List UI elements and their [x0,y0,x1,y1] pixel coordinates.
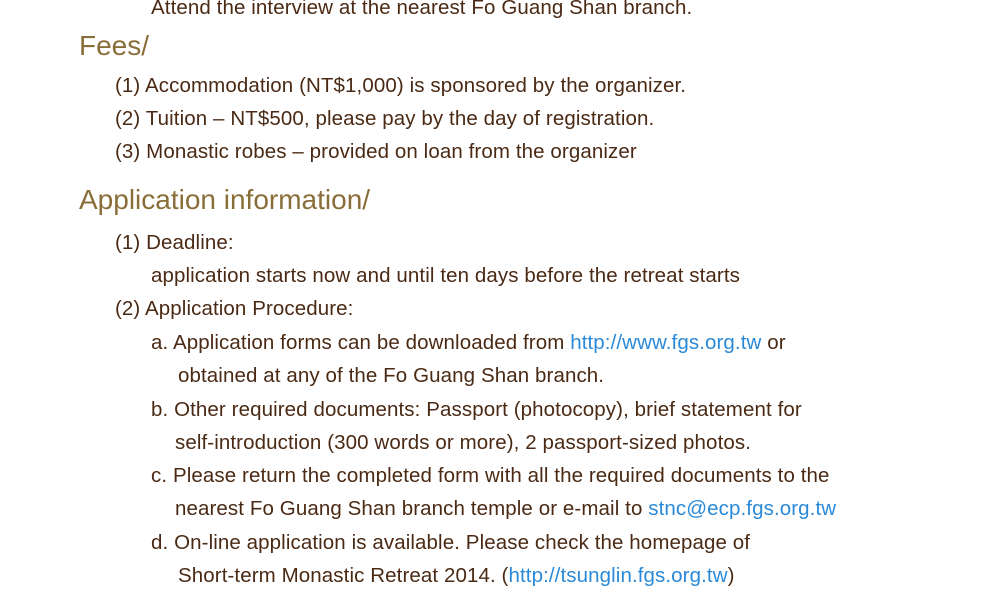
step-a-or: or [761,331,786,354]
step-d-close-paren: ) [727,564,735,587]
step-a-line-1 [151,331,786,355]
fees-item-accommodation: (1) Accommodation (NT$1,000) is sponsored by the organizer. [115,74,687,97]
step-b-line-2: self-introduction (300 words or more), 2 passport-sized photos. [175,431,752,454]
step-c-line-2 [175,497,836,521]
step-d-line-2 [178,564,735,588]
step-a-line-2: obtained at any of the Fo Guang Shan branch. [178,364,605,387]
fgs-website-link[interactable]: http://www.fgs.org.tw [570,331,762,354]
deadline-text: application starts now and until ten days before the retreat starts [151,264,740,287]
step-d-line-1: d. On-line application is available. Please check the homepage of [151,531,751,554]
procedure-label: (2) Application Procedure: [115,297,354,320]
fees-heading: Fees/ [79,30,150,61]
step-b-line-1: b. Other required documents: Passport (photocopy), brief statement for [151,398,802,421]
step-c-line-1: c. Please return the completed form with all the required documents to the [151,464,830,487]
step-d-text: Short-term Monastic Retreat 2014. ( [178,564,509,587]
fees-item-robes: (3) Monastic robes – provided on loan from the organizer [115,140,637,163]
tsunglin-website-link[interactable]: http://tsunglin.fgs.org.tw [508,564,728,587]
step-c-text: nearest Fo Guang Shan branch temple or e-mail to [175,497,649,520]
deadline-label: (1) Deadline: [115,231,234,254]
email-link[interactable]: stnc@ecp.fgs.org.tw [648,497,837,520]
step-a-text: a. Application forms can be downloaded from [151,331,571,354]
interview-line: Attend the interview at the nearest Fo Guang Shan branch. [151,0,693,19]
application-heading: Application information/ [79,184,371,215]
fees-item-tuition: (2) Tuition – NT$500, please pay by the day of registration. [115,107,655,130]
